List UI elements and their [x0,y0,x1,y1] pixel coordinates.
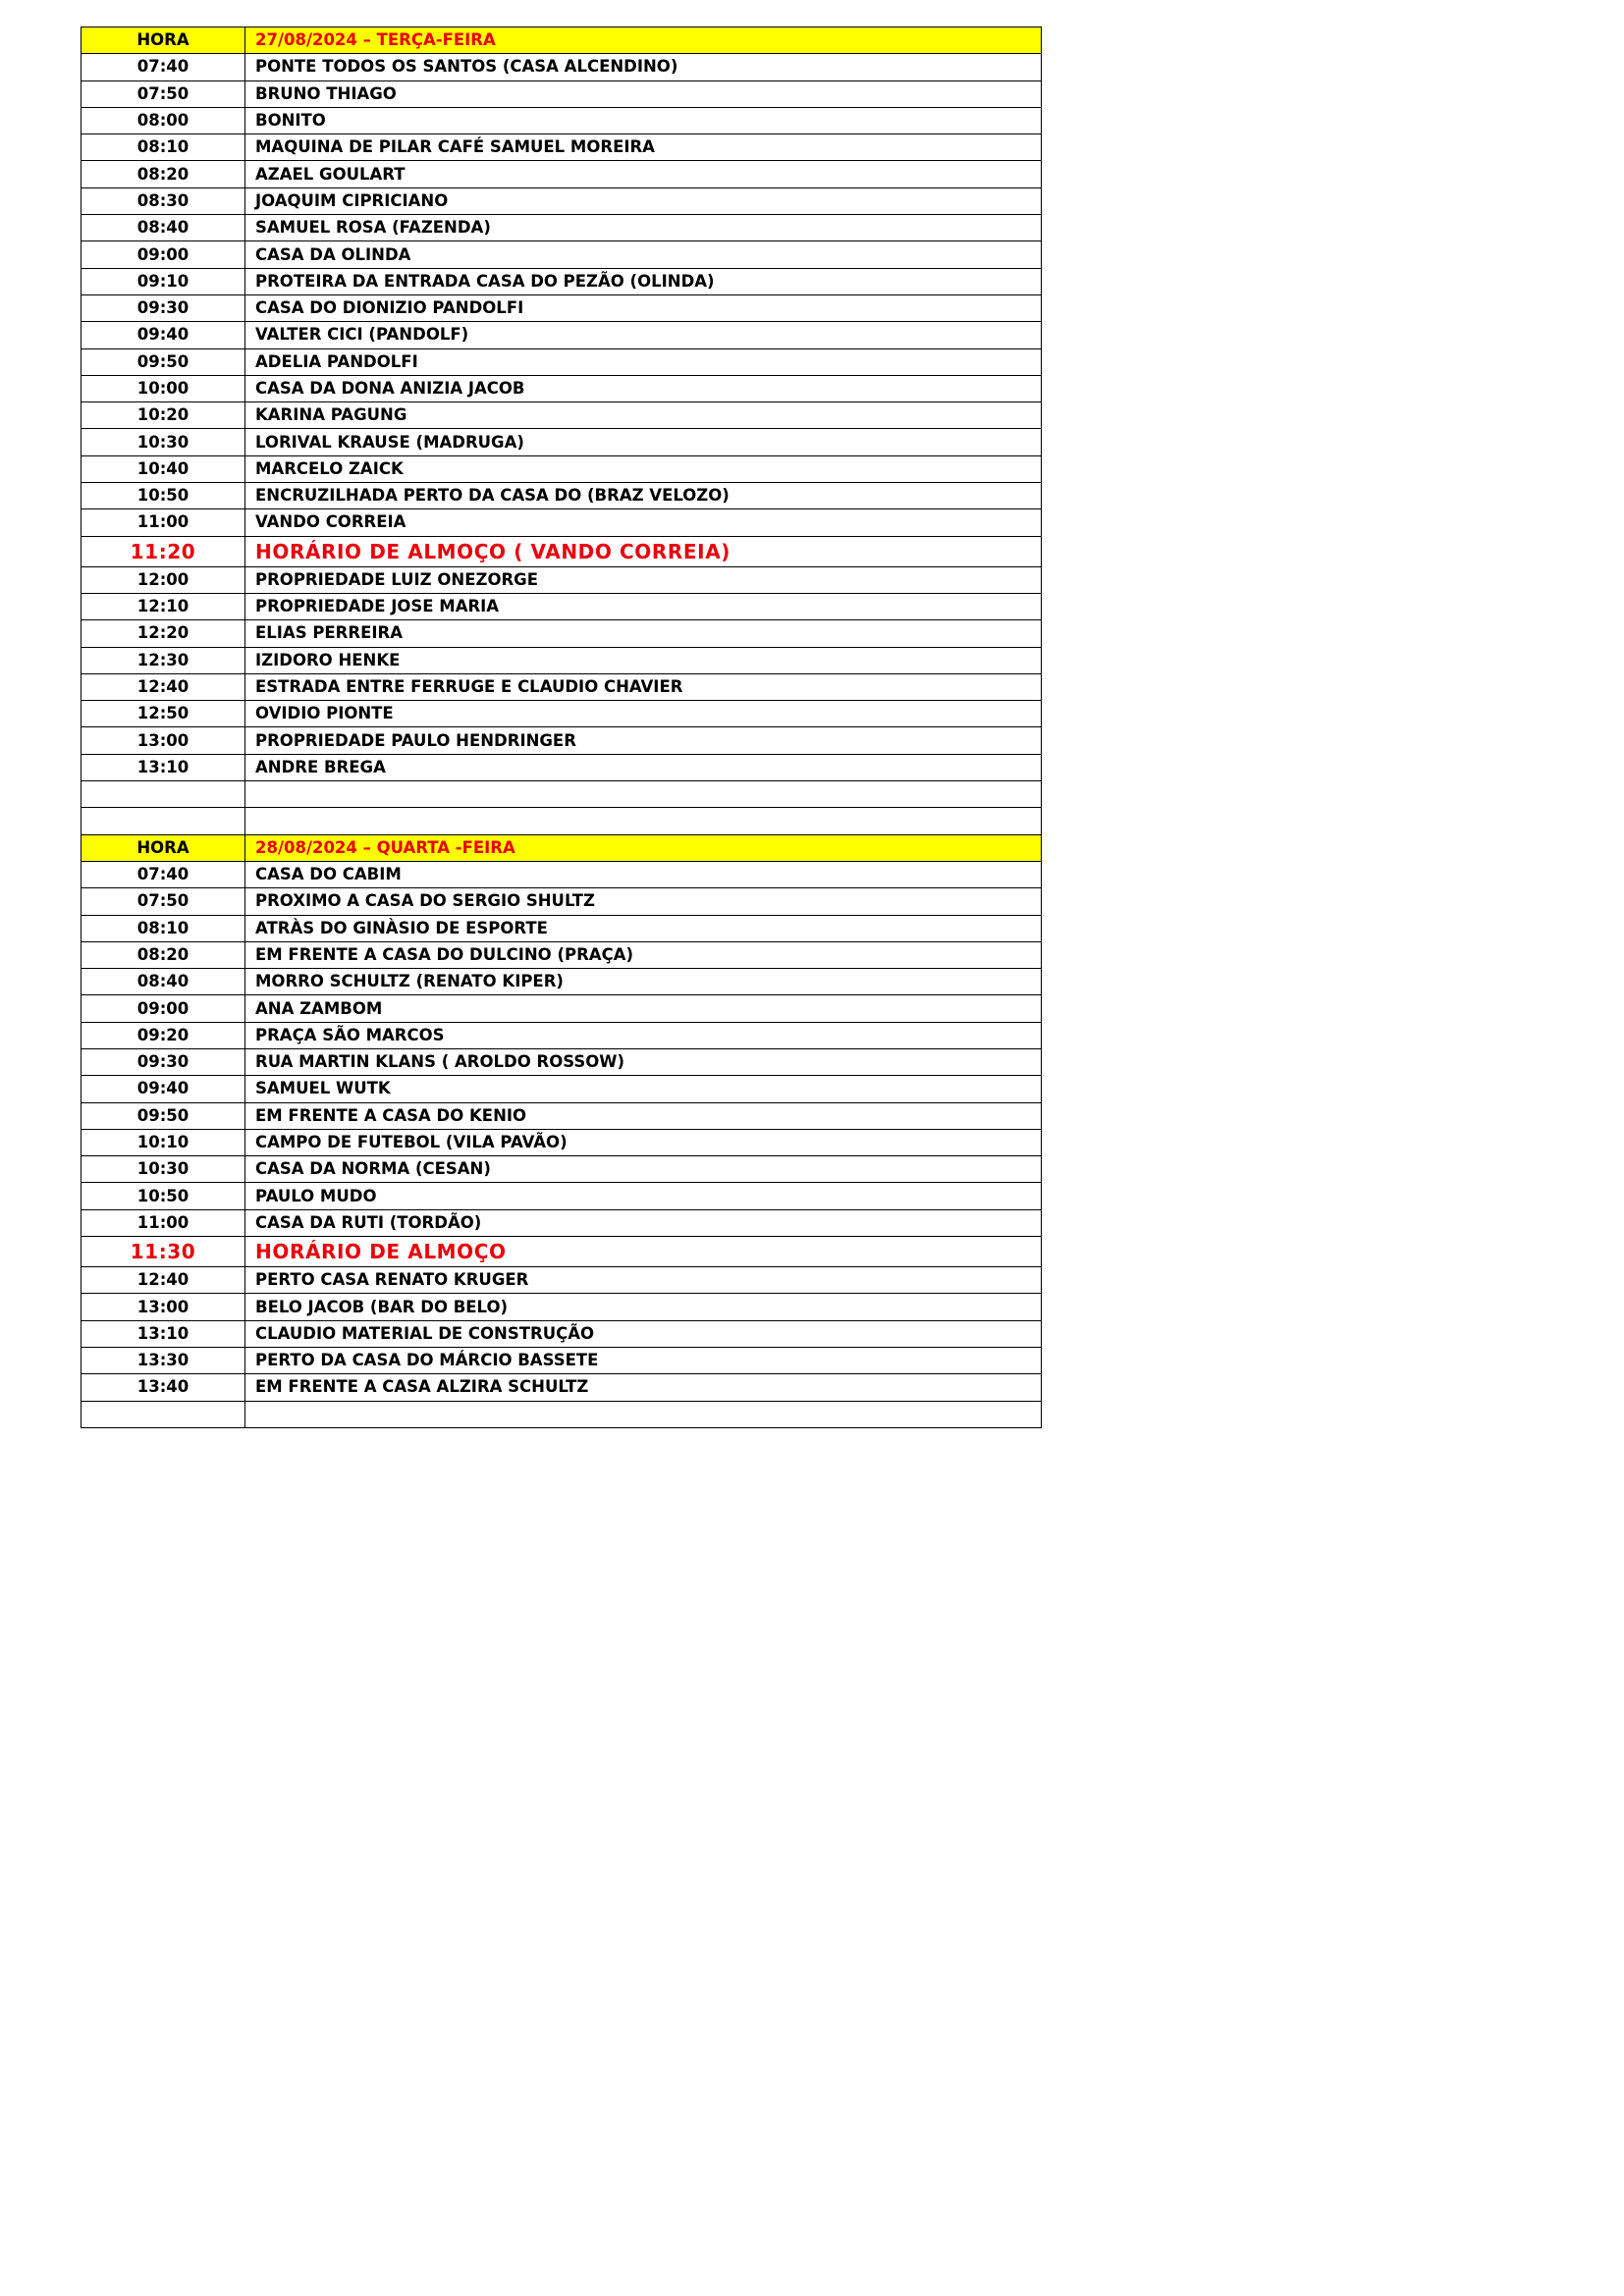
stop-time: 08:20 [81,941,245,968]
day-date-header: 28/08/2024 – QUARTA -FEIRA [245,834,1042,861]
schedule-row [81,402,1042,429]
stop-location: PROPRIEDADE JOSE MARIA [245,593,1042,619]
stop-time: 12:00 [81,566,245,593]
stop-location: CASA DA DONA ANIZIA JACOB [245,375,1042,401]
stop-time: 08:10 [81,915,245,941]
schedule-row [81,727,1042,754]
schedule-row [81,1320,1042,1347]
empty-row [81,1401,1042,1427]
stop-time: 07:50 [81,80,245,107]
schedule-row [81,54,1042,80]
stop-location: VALTER CICI (PANDOLF) [245,322,1042,348]
stop-location: MARCELO ZAICK [245,455,1042,482]
stop-time: 08:20 [81,161,245,187]
schedule-row [81,1347,1042,1373]
stop-location: VANDO CORREIA [245,509,1042,536]
empty-cell [81,808,245,834]
schedule-row [81,673,1042,700]
stop-location: CASA DO CABIM [245,861,1042,887]
stop-time: 09:40 [81,1076,245,1102]
stop-time: 10:00 [81,375,245,401]
stop-location: CASA DA NORMA (CESAN) [245,1156,1042,1183]
schedule-row [81,294,1042,321]
empty-cell [245,781,1042,808]
stop-location: KARINA PAGUNG [245,402,1042,429]
schedule-row [81,620,1042,647]
stop-time: 10:30 [81,429,245,455]
stop-time: 08:40 [81,215,245,241]
schedule-row [81,161,1042,187]
schedule-row [81,593,1042,619]
stop-time: 13:30 [81,1347,245,1373]
stop-time: 09:00 [81,241,245,268]
stop-time: 09:30 [81,294,245,321]
empty-cell [245,808,1042,834]
stop-location: PONTE TODOS OS SANTOS (CASA ALCENDINO) [245,54,1042,80]
schedule-row [81,1102,1042,1129]
stop-location: PROPRIEDADE PAULO HENDRINGER [245,727,1042,754]
stop-location: CASA DO DIONIZIO PANDOLFI [245,294,1042,321]
stop-time: 09:50 [81,348,245,375]
stop-time: 12:50 [81,701,245,727]
stop-time: 10:20 [81,402,245,429]
stop-time: 09:30 [81,1048,245,1075]
schedule-row [81,566,1042,593]
stop-location: ADELIA PANDOLFI [245,348,1042,375]
stop-location: RUA MARTIN KLANS ( AROLDO ROSSOW) [245,1048,1042,1075]
stop-location: CASA DA OLINDA [245,241,1042,268]
schedule-row [81,215,1042,241]
stop-time: 09:50 [81,1102,245,1129]
schedule-row [81,187,1042,214]
stop-location: ENCRUZILHADA PERTO DA CASA DO (BRAZ VELOZO) [245,483,1042,509]
stop-location: BONITO [245,107,1042,133]
schedule-row [81,1209,1042,1236]
stop-location: PROPRIEDADE LUIZ ONEZORGE [245,566,1042,593]
stop-time: 10:40 [81,455,245,482]
day-date-header: 27/08/2024 – TERÇA-FEIRA [245,27,1042,54]
stop-location: CLAUDIO MATERIAL DE CONSTRUÇÃO [245,1320,1042,1347]
schedule-row [81,134,1042,161]
stop-location: MORRO SCHULTZ (RENATO KIPER) [245,969,1042,995]
schedule-row [81,80,1042,107]
schedule-row [81,455,1042,482]
stop-time: 12:40 [81,1267,245,1294]
stop-time: 10:30 [81,1156,245,1183]
stop-location: PROXIMO A CASA DO SERGIO SHULTZ [245,888,1042,915]
stop-location: ESTRADA ENTRE FERRUGE E CLAUDIO CHAVIER [245,673,1042,700]
schedule-row [81,375,1042,401]
stop-time: 08:00 [81,107,245,133]
schedule-row [81,647,1042,673]
day-header-row [81,27,1042,54]
stop-time: 08:30 [81,187,245,214]
stop-location: PRAÇA SÃO MARCOS [245,1022,1042,1048]
schedule-row [81,1076,1042,1102]
stop-location: PROTEIRA DA ENTRADA CASA DO PEZÃO (OLINDA) [245,268,1042,294]
schedule-row [81,322,1042,348]
stop-location: EM FRENTE A CASA ALZIRA SCHULTZ [245,1374,1042,1401]
schedule-row [81,509,1042,536]
schedule-row [81,1183,1042,1209]
stop-location: OVIDIO PIONTE [245,701,1042,727]
hora-column-header: HORA [81,834,245,861]
stop-location: BRUNO THIAGO [245,80,1042,107]
schedule-table [81,27,1042,1428]
schedule-row [81,701,1042,727]
stop-time: 11:20 [81,536,245,566]
schedule-row [81,915,1042,941]
empty-cell [81,1401,245,1427]
stop-time: 10:10 [81,1129,245,1155]
schedule-row [81,1022,1042,1048]
stop-location: SAMUEL ROSA (FAZENDA) [245,215,1042,241]
schedule-row [81,1374,1042,1401]
lunch-break-row [81,1237,1042,1267]
schedule-body [81,27,1042,1428]
schedule-row [81,861,1042,887]
schedule-row [81,969,1042,995]
stop-location: CAMPO DE FUTEBOL (VILA PAVÃO) [245,1129,1042,1155]
stop-location: ANA ZAMBOM [245,995,1042,1022]
stop-time: 07:40 [81,54,245,80]
schedule-row [81,429,1042,455]
empty-cell [245,1401,1042,1427]
stop-time: 11:00 [81,1209,245,1236]
stop-time: 10:50 [81,1183,245,1209]
stop-location: SAMUEL WUTK [245,1076,1042,1102]
stop-location: ANDRE BREGA [245,754,1042,780]
stop-time: 13:40 [81,1374,245,1401]
schedule-row [81,1267,1042,1294]
stop-time: 09:20 [81,1022,245,1048]
schedule-row [81,995,1042,1022]
schedule-row [81,888,1042,915]
stop-location: AZAEL GOULART [245,161,1042,187]
stop-location: CASA DA RUTI (TORDÃO) [245,1209,1042,1236]
stop-time: 08:10 [81,134,245,161]
schedule-row [81,941,1042,968]
stop-time: 07:40 [81,861,245,887]
schedule-row [81,107,1042,133]
stop-time: 07:50 [81,888,245,915]
stop-time: 09:00 [81,995,245,1022]
schedule-row [81,1294,1042,1320]
schedule-row [81,1048,1042,1075]
stop-location: ELIAS PERREIRA [245,620,1042,647]
schedule-row [81,1156,1042,1183]
stop-location: ATRÀS DO GINÀSIO DE ESPORTE [245,915,1042,941]
stop-time: 12:20 [81,620,245,647]
stop-time: 13:00 [81,727,245,754]
stop-location: PERTO DA CASA DO MÁRCIO BASSETE [245,1347,1042,1373]
stop-location: LORIVAL KRAUSE (MADRUGA) [245,429,1042,455]
empty-cell [81,781,245,808]
stop-time: 11:00 [81,509,245,536]
stop-time: 09:10 [81,268,245,294]
stop-time: 13:10 [81,1320,245,1347]
stop-time: 08:40 [81,969,245,995]
hora-column-header: HORA [81,27,245,54]
empty-row [81,808,1042,834]
stop-time: 09:40 [81,322,245,348]
stop-time: 12:40 [81,673,245,700]
lunch-break-row [81,536,1042,566]
schedule-row [81,483,1042,509]
stop-location: PERTO CASA RENATO KRUGER [245,1267,1042,1294]
stop-time: 10:50 [81,483,245,509]
schedule-row [81,241,1042,268]
stop-time: 11:30 [81,1237,245,1267]
schedule-row [81,268,1042,294]
stop-location: MAQUINA DE PILAR CAFÉ SAMUEL MOREIRA [245,134,1042,161]
stop-location: EM FRENTE A CASA DO KENIO [245,1102,1042,1129]
stop-location: HORÁRIO DE ALMOÇO ( VANDO CORREIA) [245,536,1042,566]
schedule-row [81,348,1042,375]
stop-time: 12:10 [81,593,245,619]
stop-location: BELO JACOB (BAR DO BELO) [245,1294,1042,1320]
empty-row [81,781,1042,808]
stop-time: 12:30 [81,647,245,673]
stop-time: 13:10 [81,754,245,780]
day-header-row [81,834,1042,861]
stop-time: 13:00 [81,1294,245,1320]
stop-location: IZIDORO HENKE [245,647,1042,673]
stop-location: EM FRENTE A CASA DO DULCINO (PRAÇA) [245,941,1042,968]
stop-location: JOAQUIM CIPRICIANO [245,187,1042,214]
schedule-row [81,754,1042,780]
schedule-row [81,1129,1042,1155]
stop-location: PAULO MUDO [245,1183,1042,1209]
stop-location: HORÁRIO DE ALMOÇO [245,1237,1042,1267]
